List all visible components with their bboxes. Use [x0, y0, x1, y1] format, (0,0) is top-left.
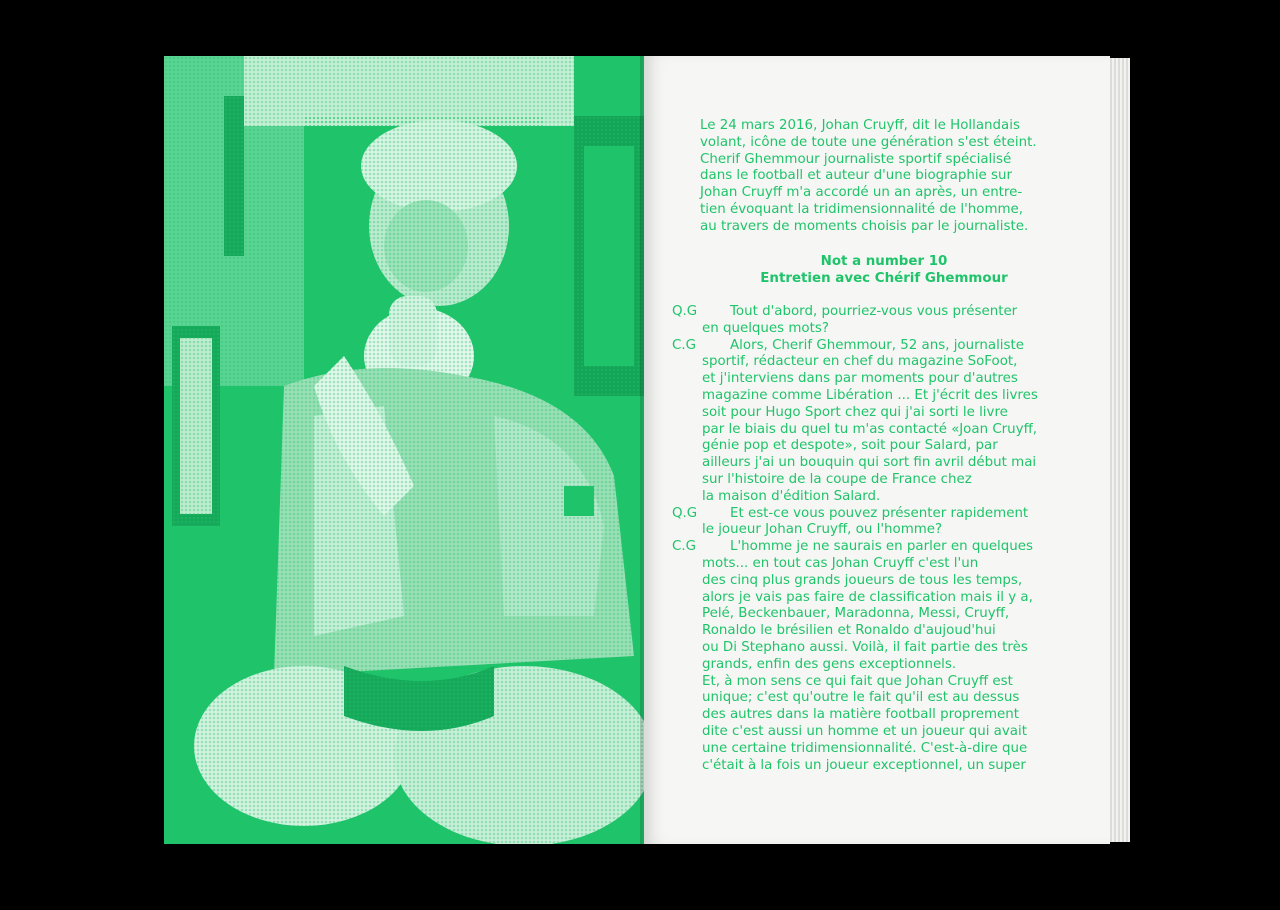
answer-line: sportif, rédacteur en chef du magazine SoFoot, — [702, 354, 1018, 370]
intro-line: Le 24 mars 2016, Johan Cruyff, dit le Hollandais — [700, 118, 1020, 133]
answer-line: la maison d'édition Salard. — [702, 488, 881, 504]
answer-line: Alors, Cherif Ghemmour, 52 ans, journaliste — [730, 337, 1024, 353]
answer-line: sur l'histoire de la coupe de France chez — [702, 471, 972, 487]
answer-line: et j'interviens dans par moments pour d'autres — [702, 371, 1018, 387]
intro-line: dans le football et auteur d'une biographie sur — [700, 168, 1013, 184]
answer-line: des cinq plus grands joueurs de tous les temps, — [702, 572, 1023, 588]
answer-line: mots... en tout cas Johan Cruyff c'est l'un — [702, 555, 979, 571]
qa-block — [672, 506, 1072, 540]
book-spread — [164, 56, 1130, 844]
answer-line: Et est-ce vous pouvez présenter rapidement — [730, 505, 1029, 521]
answer-line: Et, à mon sens ce qui fait que Johan Cruyff est — [702, 673, 1013, 689]
intro-line: Cherif Ghemmour journaliste sportif spécialisé — [700, 151, 1012, 167]
answer-line: Ronaldo le brésilien et Ronaldo d'aujoud'hui — [702, 623, 996, 639]
qa-block — [672, 338, 1072, 506]
answer-line: en quelques mots? — [702, 320, 829, 336]
intro-line: tien évoquant la tridimensionnalité de l'homme, — [700, 201, 1024, 217]
answer-line: L'homme je ne saurais en parler en quelques — [730, 539, 1033, 555]
qa-block — [672, 539, 1072, 774]
intro-line: au travers de moments choisis par le journaliste. — [700, 218, 1029, 234]
speaker-label: C.G — [672, 539, 696, 555]
answer-line: ailleurs j'ai un bouquin qui sort fin avril début mai — [702, 455, 1037, 471]
interview-body — [672, 304, 1072, 774]
interview-title: Not a number 10 — [820, 254, 948, 269]
interview-subtitle: Entretien avec Chérif Ghemmour — [760, 270, 1008, 286]
answer-line: une certaine tridimensionnalité. C'est-à-dire que — [702, 740, 1028, 756]
intro-line: Johan Cruyff m'a accordé un an après, un entre- — [700, 185, 1023, 201]
qa-block — [672, 304, 1072, 338]
intro-line: volant, icône de toute une génération s'est éteint. — [700, 134, 1037, 150]
answer-line: des autres dans la matière football proprement — [702, 707, 1019, 723]
answer-line: magazine comme Libération ... Et j'écrit des livres — [702, 387, 1038, 403]
page-edges — [1110, 58, 1130, 842]
answer-line: grands, enfin des gens exceptionnels. — [702, 656, 957, 672]
answer-line: génie pop et despote», soit pour Salard, par — [702, 438, 998, 454]
interview-heading — [704, 254, 1064, 288]
answer-line: Tout d'abord, pourriez-vous vous présenter — [730, 304, 1018, 319]
speaker-label: Q.G — [672, 505, 698, 521]
answer-line: ou Di Stephano aussi. Voilà, il fait partie des très — [702, 639, 1028, 655]
answer-line: c'était à la fois un joueur exceptionnel, un super — [702, 757, 1026, 773]
intro-paragraph — [700, 118, 1060, 236]
right-page-text — [644, 56, 1110, 844]
answer-line: dite c'est aussi un homme et un joueur qui avait — [702, 723, 1027, 739]
left-page-photo — [164, 56, 644, 844]
speaker-label: C.G — [672, 337, 696, 353]
answer-line: par le biais du quel tu m'as contacté «Joan Cruyff, — [702, 421, 1038, 437]
speaker-label: Q.G — [672, 304, 698, 319]
answer-line: unique; c'est qu'outre le fait qu'il est au dessus — [702, 690, 1020, 706]
answer-line: le joueur Johan Cruyff, ou l'homme? — [702, 522, 943, 538]
answer-line: alors je vais pas faire de classification mais il y a, — [702, 589, 1033, 605]
halftone-portrait-photo — [164, 56, 644, 844]
answer-line: Pelé, Beckenbauer, Maradonna, Messi, Cruyff, — [702, 606, 1010, 622]
answer-line: soit pour Hugo Sport chez qui j'ai sorti le livre — [702, 404, 1008, 420]
